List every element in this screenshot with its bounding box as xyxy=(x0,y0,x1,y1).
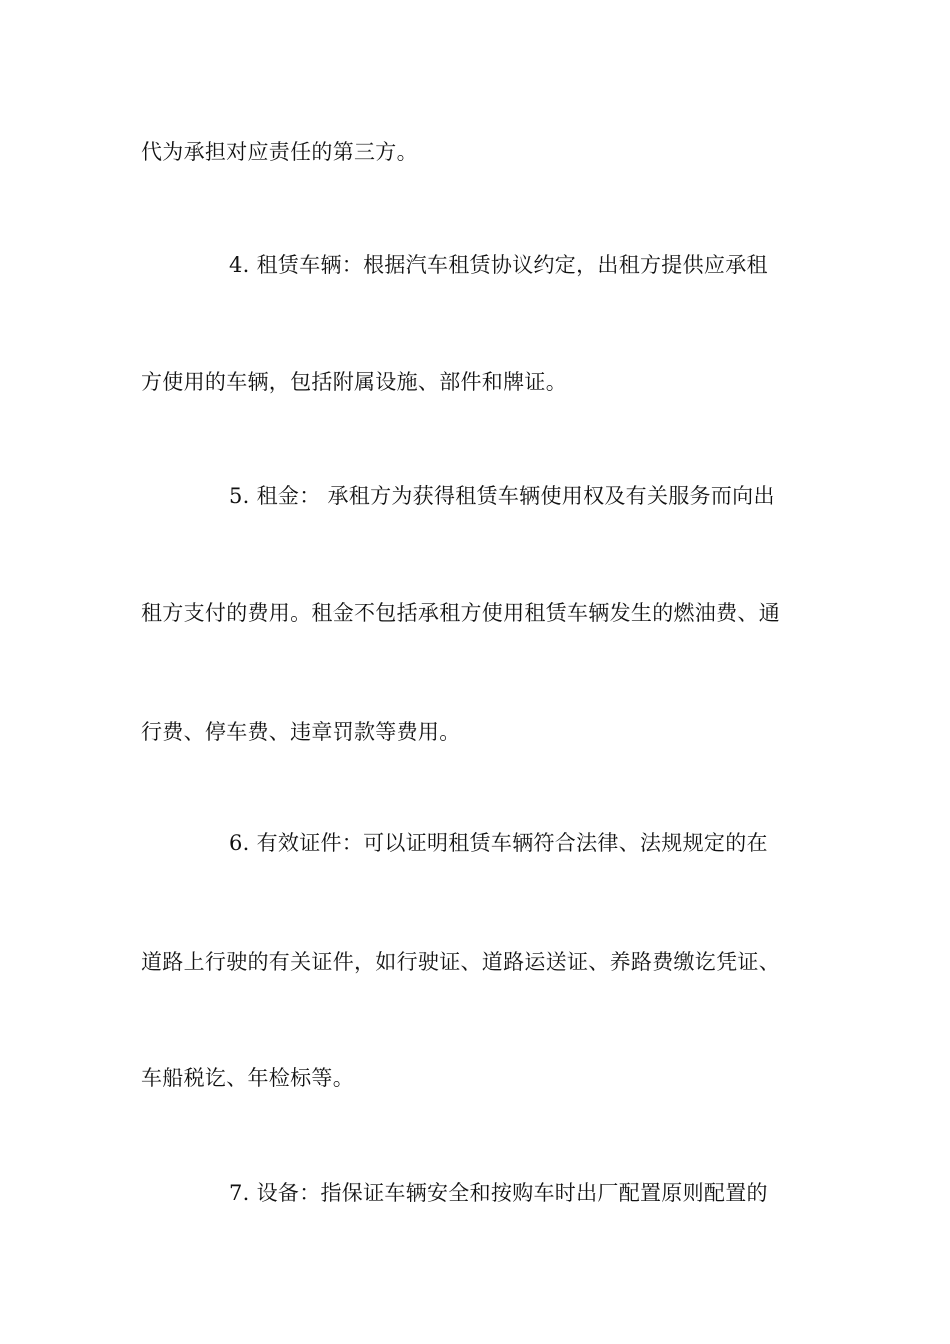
text-line-3: 方使用的车辆，包括附属设施、部件和牌证。 xyxy=(141,370,567,394)
text-line-9: 车船税讫、年检标等。 xyxy=(141,1066,354,1090)
text-line-5: 租方支付的费用。租金不包括承租方使用租赁车辆发生的燃油费、通 xyxy=(141,601,780,625)
text-line-8: 道路上行驶的有关证件，如行驶证、道路运送证、养路费缴讫凭证、 xyxy=(141,950,780,974)
item-6-heading-line: 6. 有效证件：可以证明租赁车辆符合法律、法规规定的在 xyxy=(229,831,768,855)
item-7-heading-line: 7. 设备：指保证车辆安全和按购车时出厂配置原则配置的 xyxy=(229,1181,768,1205)
item-4-heading-line: 4. 租赁车辆：根据汽车租赁协议约定，出租方提供应承租 xyxy=(229,253,768,277)
item-5-heading-line: 5. 租金： 承租方为获得租赁车辆使用权及有关服务而向出 xyxy=(229,484,775,508)
text-line-6: 行费、停车费、违章罚款等费用。 xyxy=(141,720,461,744)
text-line-1: 代为承担对应责任的第三方。 xyxy=(141,140,418,164)
